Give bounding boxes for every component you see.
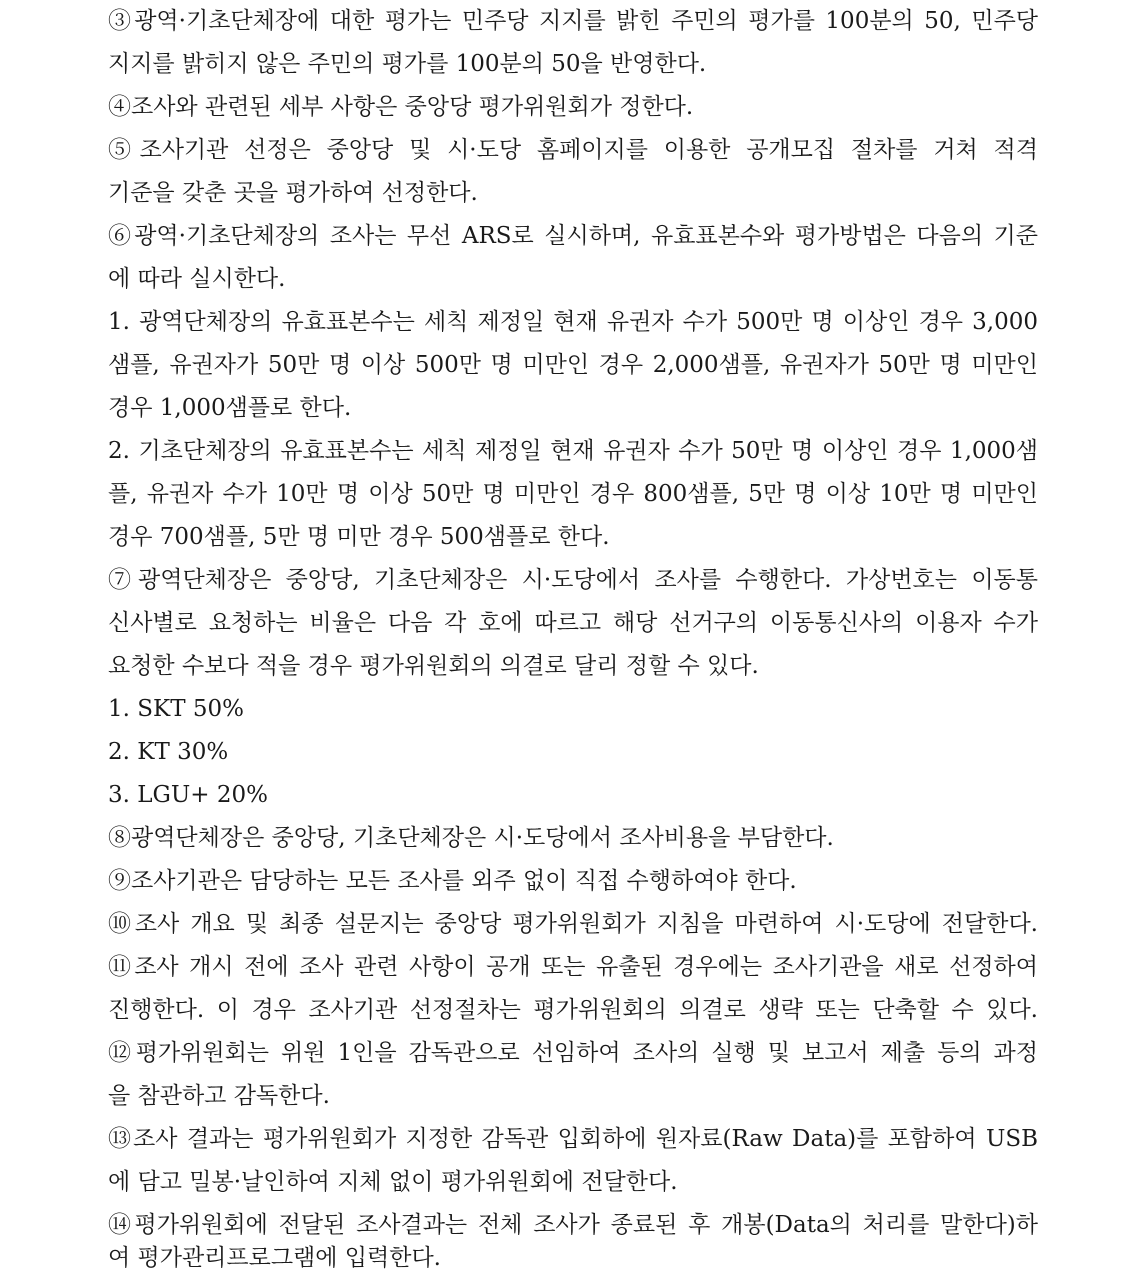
text-line: ⑦광역단체장은 중앙당, 기초단체장은 시·도당에서 조사를 수행한다. 가상번호는 이동통: [108, 567, 1038, 593]
text-line: 샘플, 유권자가 50만 명 이상 500만 명 미만인 경우 2,000샘플, 유권자가 50만 명 미만인: [108, 352, 1038, 378]
text-line: ⑩조사 개요 및 최종 설문지는 중앙당 평가위원회가 지침을 마련하여 시·도당에 전달한다.: [108, 911, 1038, 937]
text-line: ⑤조사기관 선정은 중앙당 및 시·도당 홈페이지를 이용한 공개모집 절차를 거쳐 적격: [108, 137, 1038, 163]
list-item: 2. KT 30%: [108, 739, 229, 765]
text-line: 을 참관하고 감독한다.: [108, 1083, 330, 1109]
text-line: 요청한 수보다 적을 경우 평가위원회의 의결로 달리 정할 수 있다.: [108, 653, 759, 679]
text-line: ③광역·기초단체장에 대한 평가는 민주당 지지를 밝힌 주민의 평가를 100분의 50, 민주당: [108, 8, 1038, 34]
list-item: 1. SKT 50%: [108, 696, 244, 722]
text-line: ⑬조사 결과는 평가위원회가 지정한 감독관 입회하에 원자료(Raw Data)를 포함하여 USB: [108, 1126, 1038, 1152]
text-line: ④조사와 관련된 세부 사항은 중앙당 평가위원회가 정한다.: [108, 94, 694, 120]
text-line: ⑫평가위원회는 위원 1인을 감독관으로 선임하여 조사의 실행 및 보고서 제출 등의 과정: [108, 1040, 1038, 1066]
text-line: 에 담고 밀봉·날인하여 지체 없이 평가위원회에 전달한다.: [108, 1169, 678, 1195]
text-line: 경우 700샘플, 5만 명 미만 경우 500샘플로 한다.: [108, 524, 610, 550]
text-line: 지지를 밝히지 않은 주민의 평가를 100분의 50을 반영한다.: [108, 51, 707, 77]
text-line: ⑥광역·기초단체장의 조사는 무선 ARS로 실시하며, 유효표본수와 평가방법은 다음의 기준: [108, 223, 1038, 249]
text-line: ⑨조사기관은 담당하는 모든 조사를 외주 없이 직접 수행하여야 한다.: [108, 868, 797, 894]
text-line: 에 따라 실시한다.: [108, 266, 286, 292]
text-line: 경우 1,000샘플로 한다.: [108, 395, 352, 421]
text-line: 기준을 갖춘 곳을 평가하여 선정한다.: [108, 180, 478, 206]
text-line: 진행한다. 이 경우 조사기관 선정절차는 평가위원회의 의결로 생략 또는 단축할 수 있다.: [108, 997, 1038, 1023]
text-line: ⑧광역단체장은 중앙당, 기초단체장은 시·도당에서 조사비용을 부담한다.: [108, 825, 834, 851]
text-line: 1. 광역단체장의 유효표본수는 세칙 제정일 현재 유권자 수가 500만 명 이상인 경우 3,000: [108, 309, 1038, 335]
text-line: 2. 기초단체장의 유효표본수는 세칙 제정일 현재 유권자 수가 50만 명 이상인 경우 1,000샘: [108, 438, 1038, 464]
text-line: 신사별로 요청하는 비율은 다음 각 호에 따르고 해당 선거구의 이동통신사의 이용자 수가: [108, 610, 1038, 636]
text-line: 여 평가관리프로그램에 입력한다.: [108, 1245, 441, 1271]
text-line: ⑪조사 개시 전에 조사 관련 사항이 공개 또는 유출된 경우에는 조사기관을 새로 선정하여: [108, 954, 1038, 980]
text-line: ⑭평가위원회에 전달된 조사결과는 전체 조사가 종료된 후 개봉(Data의 처리를 말한다)하: [108, 1212, 1038, 1238]
list-item: 3. LGU+ 20%: [108, 782, 268, 808]
text-line: 플, 유권자 수가 10만 명 이상 50만 명 미만인 경우 800샘플, 5만 명 이상 10만 명 미만인: [108, 481, 1038, 507]
